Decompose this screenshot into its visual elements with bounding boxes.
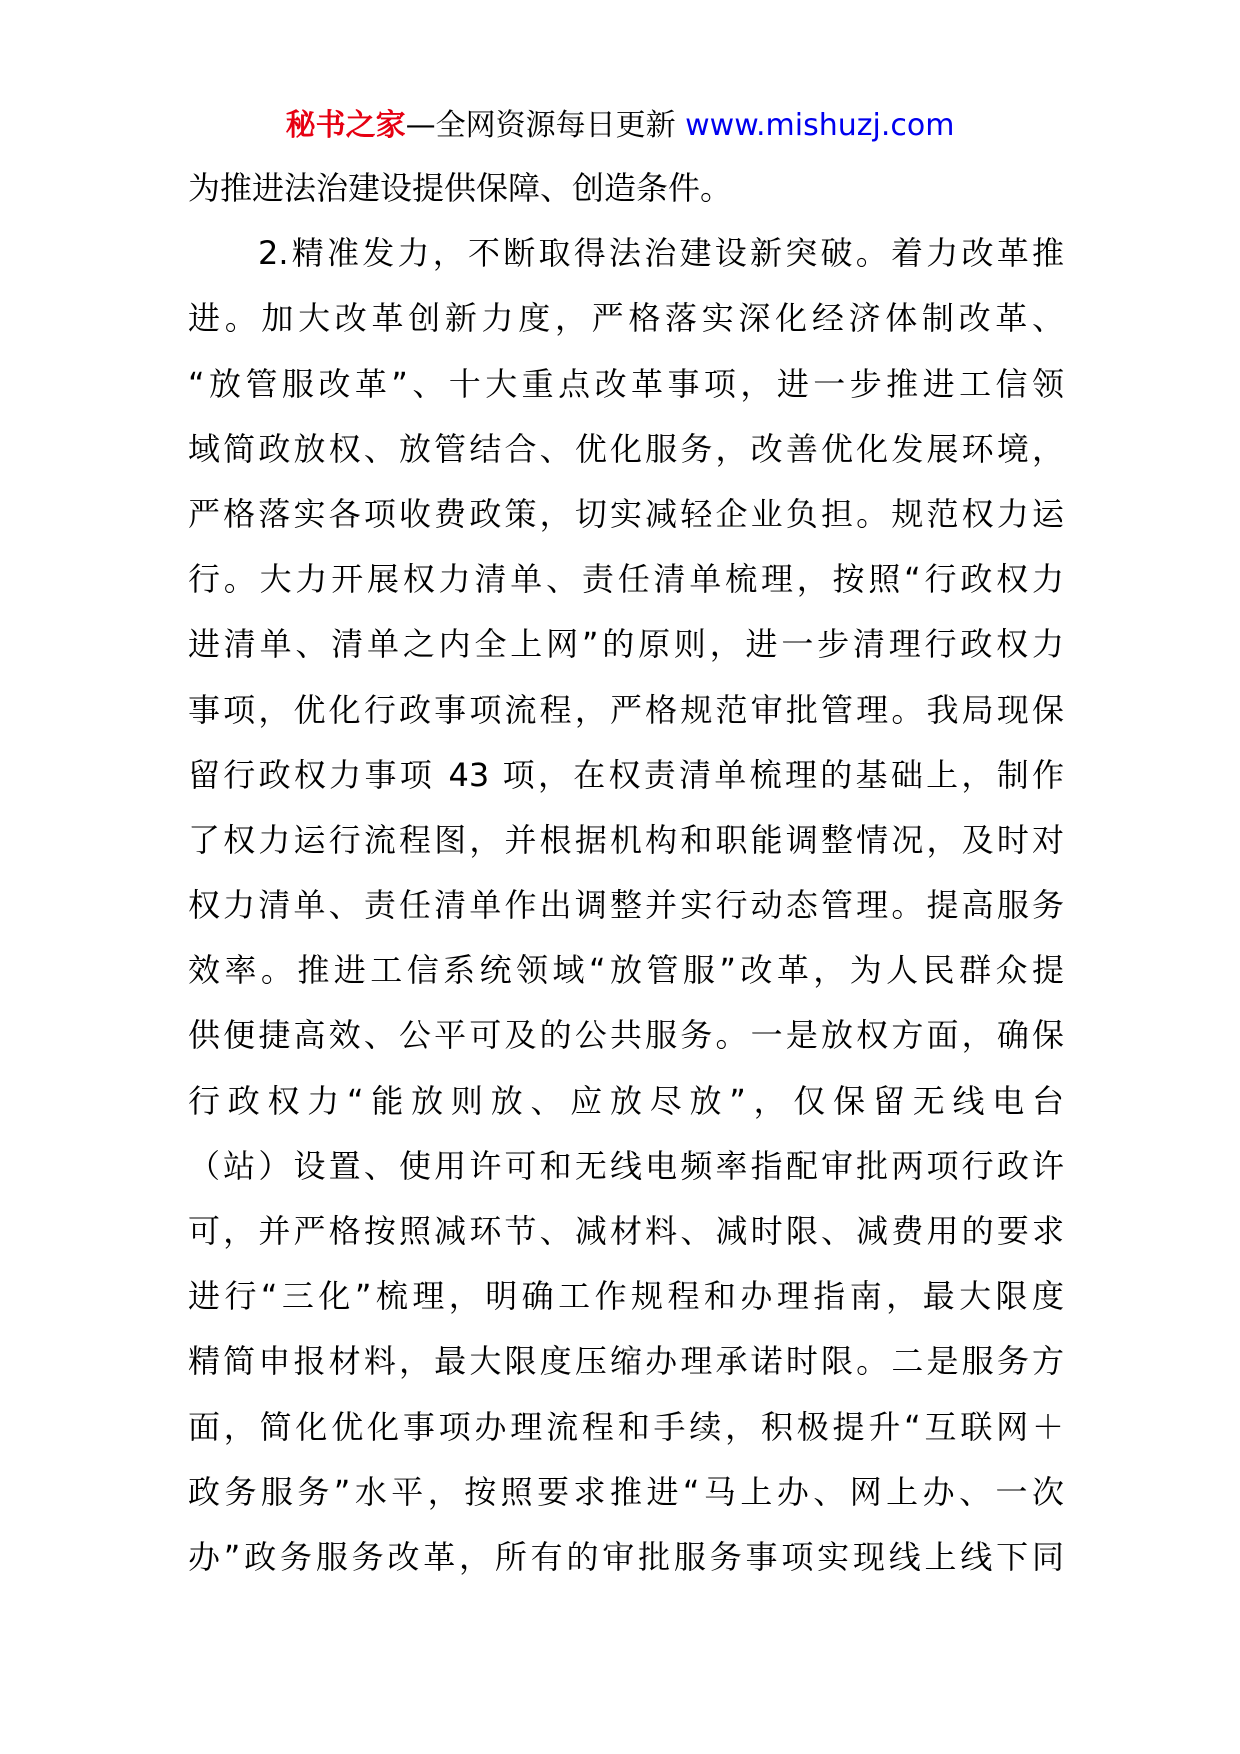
site-tagline: —全网资源每日更新 bbox=[405, 108, 686, 143]
paragraph-line: “放管服改革”、十大重点改革事项，进一步推进工信领 bbox=[188, 364, 1064, 403]
paragraph-line: 效率。推进工信系统领域“放管服”改革，为人民群众提 bbox=[188, 951, 1064, 990]
site-url-link[interactable]: www.mishuzj.com bbox=[685, 108, 955, 143]
paragraph-line: 严格落实各项收费政策，切实减轻企业负担。规范权力运 bbox=[188, 494, 1064, 533]
paragraph-line: 供便捷高效、公平可及的公共服务。一是放权方面，确保 bbox=[188, 1016, 1064, 1055]
site-header bbox=[0, 104, 1240, 148]
paragraph-line: 行政权力“能放则放、应放尽放”，仅保留无线电台 bbox=[188, 1081, 1064, 1120]
paragraph-line: 为推进法治建设提供保障、创造条件。 bbox=[188, 169, 733, 207]
paragraph-line: 留行政权力事项 43 项，在权责清单梳理的基础上，制作 bbox=[188, 755, 1064, 794]
paragraph-line: 可，并严格按照减环节、减材料、减时限、减费用的要求 bbox=[188, 1212, 1064, 1250]
paragraph-line: 2.精准发力，不断取得法治建设新突破。着力改革推 bbox=[258, 234, 1064, 273]
paragraph-line: （站）设置、使用许可和无线电频率指配审批两项行政许 bbox=[188, 1146, 1064, 1185]
paragraph-line: 办”政务服务改革，所有的审批服务事项实现线上线下同 bbox=[188, 1537, 1064, 1576]
paragraph-line: 权力清单、责任清单作出调整并实行动态管理。提高服务 bbox=[188, 886, 1064, 925]
paragraph-line: 行。大力开展权力清单、责任清单梳理，按照“行政权力 bbox=[188, 560, 1064, 599]
site-brand: 秘书之家 bbox=[285, 108, 406, 143]
paragraph-line: 精简申报材料，最大限度压缩办理承诺时限。二是服务方 bbox=[188, 1342, 1064, 1381]
paragraph-line: 事项，优化行政事项流程，严格规范审批管理。我局现保 bbox=[188, 690, 1064, 729]
paragraph-line: 政务服务”水平，按照要求推进“马上办、网上办、一次 bbox=[188, 1472, 1064, 1511]
paragraph-line: 进清单、清单之内全上网”的原则，进一步清理行政权力 bbox=[188, 625, 1064, 664]
paragraph-line: 进行“三化”梳理，明确工作规程和办理指南，最大限度 bbox=[188, 1277, 1064, 1316]
paragraph-line: 域简政放权、放管结合、优化服务，改善优化发展环境， bbox=[188, 429, 1064, 468]
paragraph-line: 了权力运行流程图，并根据机构和职能调整情况，及时对 bbox=[188, 820, 1064, 859]
document-body bbox=[188, 166, 1064, 1600]
paragraph-line: 面，简化优化事项办理流程和手续，积极提升“互联网＋ bbox=[188, 1407, 1064, 1446]
paragraph-line: 进。加大改革创新力度，严格落实深化经济体制改革、 bbox=[188, 299, 1064, 338]
